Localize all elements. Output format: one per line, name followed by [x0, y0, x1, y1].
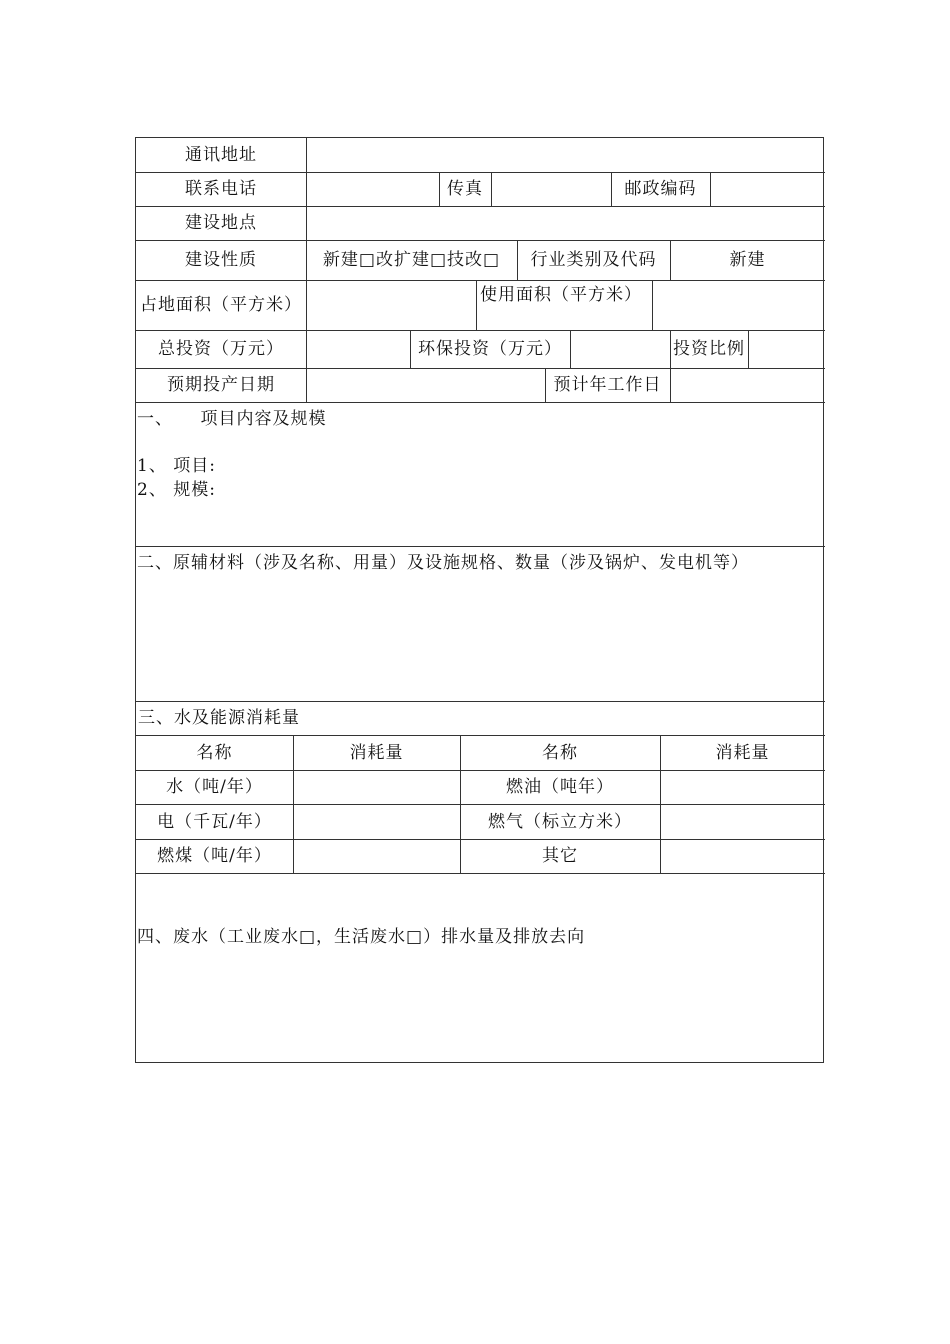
land-area-field[interactable] [306, 280, 476, 330]
scale-item[interactable]: 2、 规模: [137, 480, 216, 500]
env-investment-field[interactable] [570, 330, 670, 368]
energy-row-label: 燃煤（吨/年） [157, 846, 272, 866]
energy-row-value[interactable] [293, 804, 460, 839]
section2-title: 二、原辅材料（涉及名称、用量）及设施规格、数量（涉及锅炉、发电机等） [137, 553, 749, 573]
column-divider [476, 280, 477, 330]
address-field[interactable] [306, 138, 825, 172]
energy-row-value[interactable] [660, 804, 825, 839]
site-field[interactable] [306, 206, 825, 240]
fax-field[interactable] [491, 172, 611, 206]
row-divider [136, 546, 825, 547]
total-investment-label: 总投资（万元） [158, 339, 284, 359]
project-item[interactable]: 1、 项目: [137, 456, 216, 476]
energy-row-label: 水（吨/年） [166, 777, 263, 797]
industry-label: 行业类别及代码 [530, 250, 657, 270]
workday-field[interactable] [670, 368, 825, 402]
section3-title: 三、水及能源消耗量 [138, 708, 300, 728]
energy-row-value[interactable] [660, 770, 825, 804]
production-date-label: 预期投产日期 [167, 375, 275, 395]
nature-options[interactable]: 新建□改扩建□技改□ [322, 250, 501, 270]
energy-row-value[interactable] [660, 839, 825, 873]
energy-row-label: 电（千瓦/年） [157, 811, 272, 832]
registration-form [135, 137, 824, 1063]
nature-label: 建设性质 [185, 250, 257, 270]
investment-ratio-field[interactable] [748, 330, 825, 368]
energy-row-value[interactable] [293, 839, 460, 873]
row-divider [136, 873, 825, 874]
phone-field[interactable] [306, 172, 439, 206]
usage-area-label: 使用面积（平方米） [480, 285, 642, 305]
section4-title: 四、废水（工业废水□，生活废水□）排水量及排放去向 [137, 927, 586, 947]
site-label: 建设地点 [185, 213, 257, 233]
energy-header-name: 名称 [542, 742, 578, 763]
investment-ratio-label: 投资比例 [673, 339, 745, 359]
energy-row-label: 其它 [542, 846, 578, 866]
industry-value[interactable]: 新建 [729, 250, 766, 270]
fax-label: 传真 [447, 179, 483, 199]
row-divider [136, 402, 825, 403]
section1-title: 一、 项目内容及规模 [137, 409, 327, 429]
energy-row-label: 燃气（标立方米） [488, 811, 632, 832]
address-label: 通讯地址 [185, 145, 257, 165]
env-investment-label: 环保投资（万元） [418, 339, 562, 359]
energy-row-label: 燃油（吨年） [506, 777, 614, 797]
phone-label: 联系电话 [185, 179, 257, 199]
energy-header-consumption: 消耗量 [349, 742, 404, 763]
workday-label: 预计年工作日 [553, 375, 662, 395]
land-area-label: 占地面积（平方米） [140, 295, 302, 315]
energy-row-value[interactable] [293, 770, 460, 804]
usage-area-field[interactable] [652, 280, 825, 330]
postal-code-field[interactable] [710, 172, 825, 206]
energy-header-consumption: 消耗量 [715, 742, 770, 763]
total-investment-field[interactable] [306, 330, 410, 368]
production-date-field[interactable] [306, 368, 545, 402]
energy-header-name: 名称 [196, 742, 233, 763]
postal-code-label: 邮政编码 [624, 179, 697, 199]
